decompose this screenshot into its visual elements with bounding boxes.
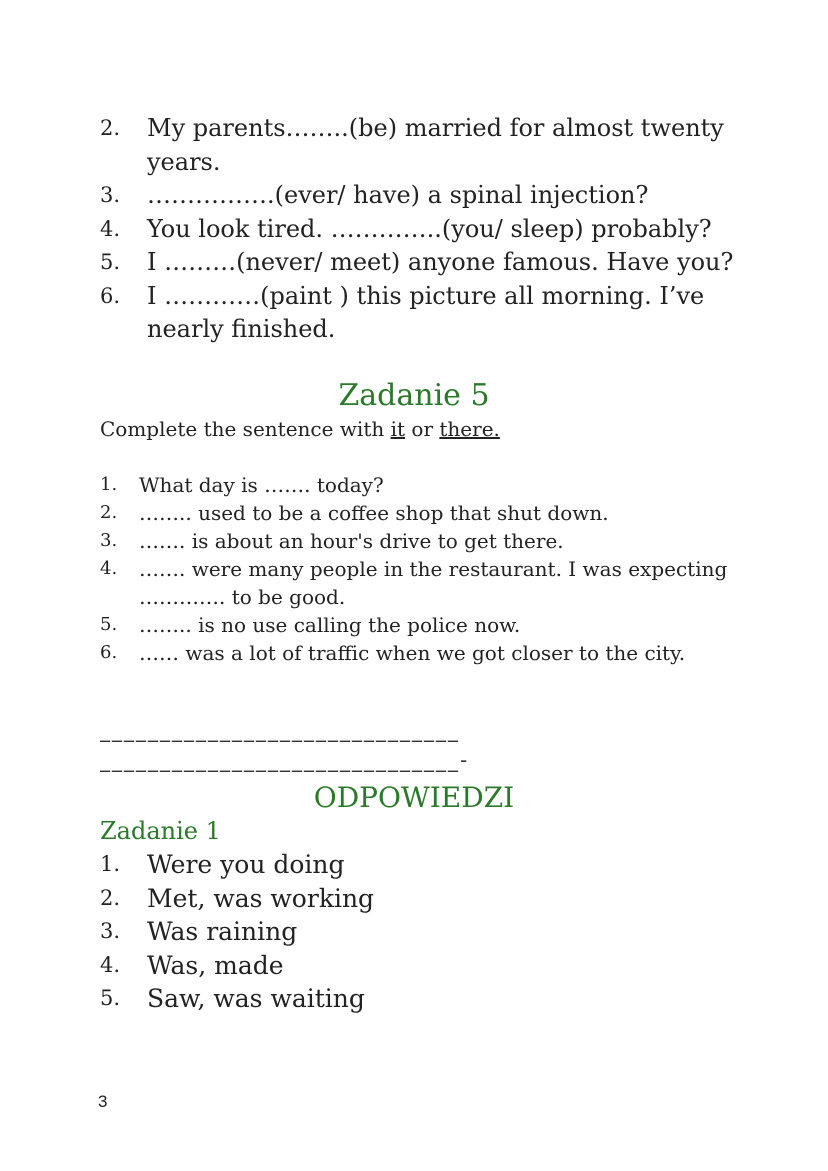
list-item: 4. You look tired. …………..(you/ sleep) probably? [100, 214, 712, 243]
exercise-instruction: Complete the sentence with it or there. [100, 417, 500, 441]
list-item: 1. What day is ……. today? [100, 473, 384, 497]
exercise-list-continued [100, 112, 740, 347]
section-heading-zadanie-5: Zadanie 5 [338, 378, 490, 413]
exercise-list-zadanie-5 [100, 471, 740, 667]
list-item: 2. Met, was working [100, 883, 375, 913]
list-item: 5. I ………(never/ meet) anyone famous. Have you? [100, 248, 734, 276]
list-item: 4. ……. were many people in the restaurant. I was expecting …………. to be good. [100, 557, 728, 609]
list-item: 1. Were you doing [100, 850, 345, 879]
page-number: 3 [98, 1092, 108, 1111]
list-item: 6. …… was a lot of traffic when we got closer to the city. [100, 641, 686, 665]
separator-line: ______________________________ [100, 718, 460, 742]
list-item: 6. I …………(paint ) this picture all morning. I’ve nearly finished. [100, 281, 705, 343]
answers-subheading: Zadanie 1 [100, 817, 221, 845]
list-item: 3. Was raining [100, 917, 298, 946]
word-there: there. [439, 417, 500, 441]
list-item: 4. Was, made [100, 950, 284, 980]
list-item: 5. …….. is no use calling the police now. [100, 613, 521, 637]
list-item: 5. Saw, was waiting [100, 984, 365, 1013]
list-item: 3. ……. is about an hour's drive to get there. [100, 529, 564, 553]
word-it: it [390, 417, 406, 441]
list-item: 3. …………….(ever/ have) a spinal injection? [100, 181, 649, 209]
separator-line: ______________________________- [100, 748, 470, 772]
answers-list [100, 848, 700, 1016]
list-item: 2. …….. used to be a coffee shop that shut down. [100, 501, 609, 525]
answers-heading: ODPOWIEDZI [313, 781, 515, 814]
list-item: 2. My parents……..(be) married for almost twenty years. [100, 114, 724, 176]
